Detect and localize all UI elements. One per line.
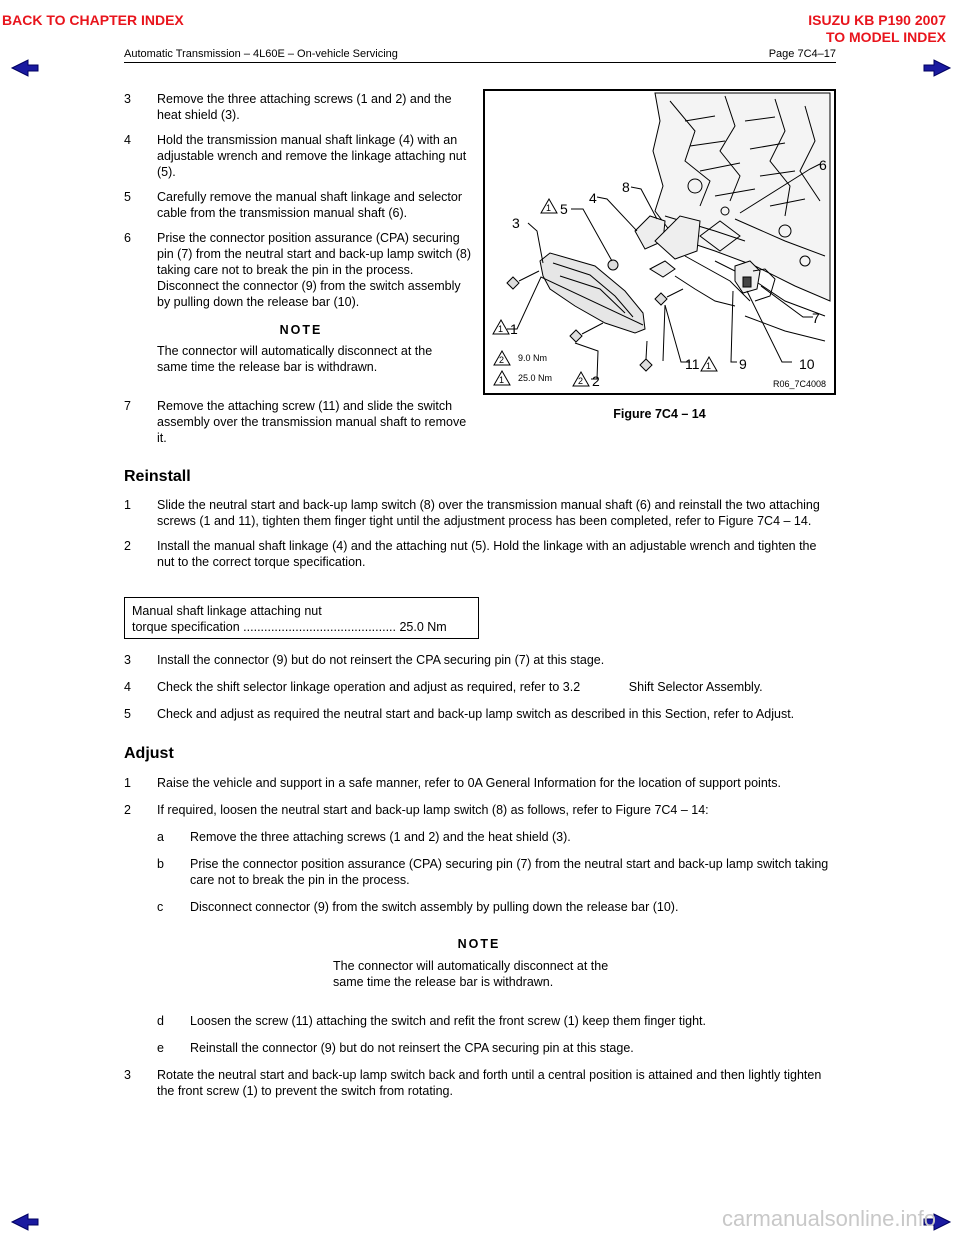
adjust-sub-steps-2 [124, 1013, 836, 1056]
header-title: Automatic Transmission – 4L60E – On-vehicle Servicing [124, 48, 398, 60]
step-text: Prise the connector position assurance (CPA) securing pin (7) from the neutral start and back-up lamp switch taking care not to break the pin in the process. [190, 857, 829, 887]
step-number: 2 [124, 539, 131, 553]
step-number: 3 [124, 1068, 131, 1082]
model-index-block [808, 12, 946, 46]
callout-9: 9 [739, 356, 747, 372]
note-text: The connector will automatically disconnect at the same time the release bar is withdrawn. [333, 959, 609, 989]
step-number: 3 [124, 92, 131, 106]
back-to-chapter-index-link[interactable]: BACK TO CHAPTER INDEX [2, 12, 184, 28]
torque-tag: 1 [498, 324, 504, 334]
torque-tag: 2 [578, 376, 584, 386]
step-text: Carefully remove the manual shaft linkage and selector cable from the transmission manual shaft (6). [157, 190, 463, 220]
step-text: Disconnect connector (9) from the switch assembly by pulling down the release bar (10). [190, 900, 679, 914]
list-item [124, 802, 836, 818]
step-number: 6 [124, 231, 131, 245]
header-rule [124, 62, 836, 63]
step-text: Loosen the screw (11) attaching the switch and refit the front screw (1) keep them finger tight. [190, 1014, 706, 1028]
prev-page-arrow-icon[interactable] [10, 58, 40, 78]
sub-step-letter: a [157, 830, 164, 844]
adjust-sub-steps [124, 829, 836, 915]
callout-6: 6 [819, 157, 827, 173]
list-item [124, 132, 476, 180]
sub-step-letter: c [157, 900, 164, 914]
step-number: 7 [124, 399, 131, 413]
spec-line-2: torque specification ............................................ 25.0 Nm [132, 620, 447, 634]
torque-spec-box [124, 597, 479, 639]
model-title: ISUZU KB P190 2007 [808, 12, 946, 28]
reinstall-steps [124, 497, 836, 579]
list-item [124, 91, 476, 123]
step-text: Slide the neutral start and back-up lamp switch (8) over the transmission manual shaft (6) and reinstall the two attaching screws (1 and 11), tighten them finger tight until the adjustment process has been completed, refer to Figure 7C4 – 14. [157, 498, 820, 528]
step-text: Raise the vehicle and support in a safe manner, refer to 0A General Information for the location of support points. [157, 776, 781, 790]
step-number: 4 [124, 680, 131, 694]
step-text: Check and adjust as required the neutral start and back-up lamp switch as described in this Section, refer to Adjust. [157, 707, 795, 721]
list-item [124, 652, 836, 668]
sub-step-letter: e [157, 1041, 164, 1055]
step-text: Remove the three attaching screws (1 and 2) and the heat shield (3). [157, 92, 452, 122]
step-number: 5 [124, 190, 131, 204]
list-item [157, 829, 836, 845]
legend-tag: 1 [499, 375, 505, 385]
legend-tag: 2 [499, 355, 505, 365]
note-title: NOTE [457, 937, 501, 951]
adjust-steps-2 [124, 1013, 836, 1108]
callout-3: 3 [512, 215, 520, 231]
figure-reference: R06_7C4008 [773, 379, 827, 389]
note-text: The connector will automatically disconnect at the same time the release bar is withdrawn. [157, 344, 433, 374]
callout-10: 10 [799, 356, 815, 372]
step-text: Remove the attaching screw (11) and slide the switch assembly over the transmission manual shaft to remove it. [157, 399, 467, 445]
step-text: Hold the transmission manual shaft linkage (4) with an adjustable wrench and remove the linkage attaching nut (5). [157, 133, 467, 179]
callout-2: 2 [592, 373, 600, 389]
adjust-heading: Adjust [124, 745, 174, 762]
sub-step-letter: d [157, 1014, 164, 1028]
list-item [124, 497, 836, 529]
step-number: 1 [124, 498, 131, 512]
step-text: Remove the three attaching screws (1 and 2) and the heat shield (3). [190, 830, 571, 844]
list-item [124, 230, 476, 310]
callout-1: 1 [510, 321, 518, 337]
callout-11: 11 [685, 356, 700, 372]
list-item [124, 189, 476, 221]
legend-value: 9.0 Nm [518, 353, 548, 363]
list-item [157, 899, 836, 915]
step-text: Install the connector (9) but do not reinsert the CPA securing pin (7) at this stage. [157, 653, 605, 667]
page-number: Page 7C4–17 [768, 48, 836, 60]
list-item [157, 856, 836, 888]
step-number: 4 [124, 133, 131, 147]
sub-step-letter: b [157, 857, 164, 871]
spec-line-1: Manual shaft linkage attaching nut [132, 604, 322, 618]
figure-7c4-14 [483, 89, 836, 395]
prev-page-arrow-bottom-icon[interactable] [10, 1212, 40, 1232]
heat-shield [540, 253, 645, 333]
step-number: 1 [124, 776, 131, 790]
reinstall-heading: Reinstall [124, 468, 191, 485]
step-number: 2 [124, 803, 131, 817]
torque-tag: 1 [546, 203, 552, 213]
next-page-arrow-icon[interactable] [922, 58, 952, 78]
step-text: Reinstall the connector (9) but do not reinsert the CPA securing pin at this stage. [190, 1041, 634, 1055]
callout-5: 5 [560, 201, 568, 217]
list-item [124, 538, 836, 570]
to-model-index-link[interactable]: TO MODEL INDEX [825, 29, 946, 45]
remove-steps [124, 91, 476, 319]
step-text: Rotate the neutral start and back-up lamp switch back and forth until a central position is attained and then lightly tighten the front screw (1) to prevent the switch from rotating. [157, 1068, 822, 1098]
callout-7: 7 [812, 310, 820, 326]
legend-value: 25.0 Nm [518, 373, 553, 383]
step-number: 3 [124, 653, 131, 667]
note-title: NOTE [279, 323, 323, 337]
callout-8: 8 [622, 179, 630, 195]
callout-4: 4 [589, 190, 597, 206]
adjust-steps [124, 775, 836, 924]
figure-caption: Figure 7C4 – 14 [613, 407, 706, 421]
list-item [124, 398, 476, 446]
reinstall-steps-2 [124, 652, 836, 731]
remove-step-7 [124, 398, 476, 455]
list-item [157, 1040, 836, 1056]
step-number: 5 [124, 707, 131, 721]
list-item [124, 775, 836, 791]
step-text: Check the shift selector linkage operation and adjust as required, refer to 3.2 Shift Selector Assembly. [157, 680, 763, 694]
list-item [124, 679, 836, 695]
list-item [157, 1013, 836, 1029]
step-text: Install the manual shaft linkage (4) and the attaching nut (5). Hold the linkage with an adjustable wrench and tighten the nut to the correct torque specification. [157, 539, 817, 569]
transmission-switch-diagram [485, 91, 834, 393]
torque-tag: 1 [706, 361, 712, 371]
list-item [124, 1067, 836, 1099]
watermark-text: carmanualsonline.info [721, 1206, 936, 1231]
step-text: Prise the connector position assurance (CPA) securing pin (7) from the neutral start and back-up lamp switch (8) taking care not to break the pin in the process. Disconnect the connector (9) from the switch assembly by pulling down the release bar (10). [157, 231, 472, 309]
list-item [124, 706, 836, 722]
step-text: If required, loosen the neutral start and back-up lamp switch (8) as follows, refer to Figure 7C4 – 14: [157, 803, 709, 817]
torque-legend [494, 351, 552, 385]
